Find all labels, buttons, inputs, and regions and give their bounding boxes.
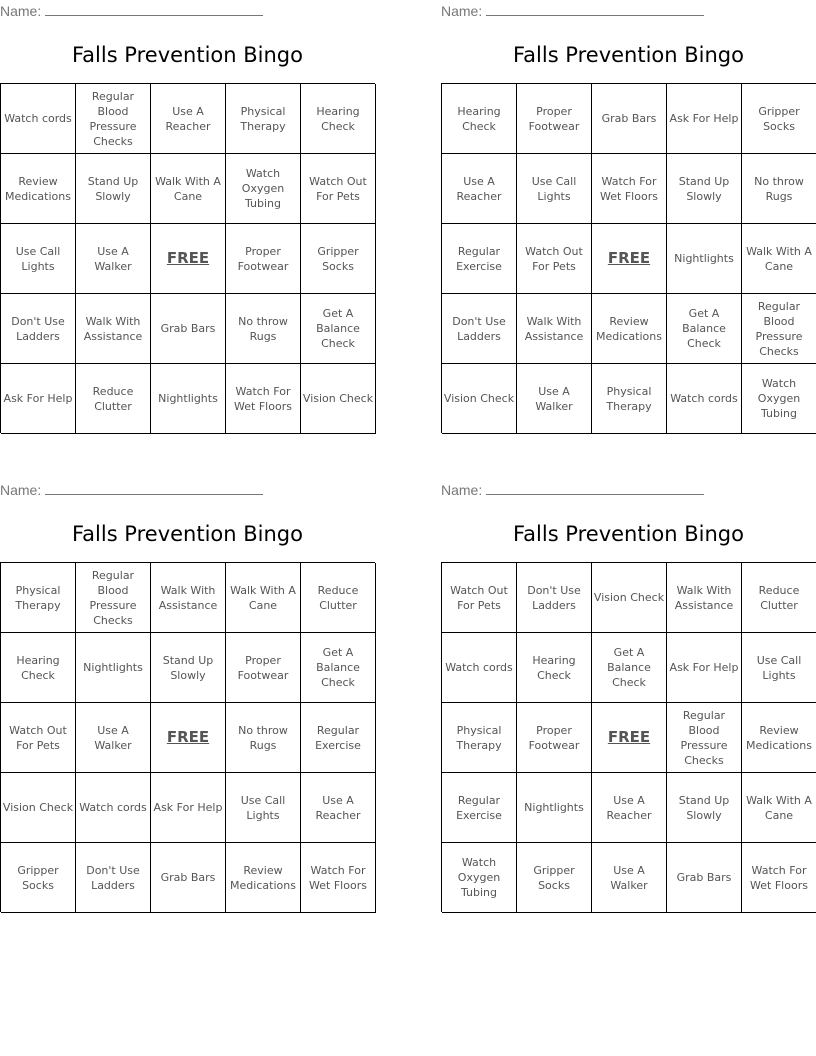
bingo-cell: Stand Up Slowly <box>151 633 226 703</box>
bingo-cell: Walk With A Cane <box>742 773 816 843</box>
bingo-cell: Reduce Clutter <box>76 364 151 434</box>
bingo-cell: Grab Bars <box>667 843 742 913</box>
bingo-cell: Use A Reacher <box>301 773 376 843</box>
bingo-cell: Watch For Wet Floors <box>742 843 816 913</box>
bingo-cell: Proper Footwear <box>226 633 301 703</box>
bingo-cell: Proper Footwear <box>226 224 301 294</box>
bingo-grid <box>0 83 375 433</box>
bingo-cell: Reduce Clutter <box>301 563 376 633</box>
bingo-cell: Watch cords <box>76 773 151 843</box>
bingo-cell: Hearing Check <box>442 84 517 154</box>
bingo-cell: Stand Up Slowly <box>76 154 151 224</box>
bingo-cell: Review Medications <box>226 843 301 913</box>
card-title: Falls Prevention Bingo <box>513 522 744 546</box>
bingo-cell: No throw Rugs <box>226 703 301 773</box>
bingo-cell: Proper Footwear <box>517 703 592 773</box>
bingo-cell: Hearing Check <box>517 633 592 703</box>
card-title: Falls Prevention Bingo <box>513 43 744 67</box>
bingo-grid <box>441 83 816 433</box>
bingo-cell: Nightlights <box>151 364 226 434</box>
bingo-grid <box>441 562 816 912</box>
bingo-card-4 <box>441 479 816 919</box>
bingo-cell: Use Call Lights <box>226 773 301 843</box>
bingo-cell: Regular Blood Pressure Checks <box>76 84 151 154</box>
bingo-cell: Walk With Assistance <box>76 294 151 364</box>
bingo-card-3 <box>0 479 375 919</box>
bingo-cell: Use A Walker <box>76 224 151 294</box>
card-title: Falls Prevention Bingo <box>72 43 303 67</box>
free-space: FREE <box>151 703 226 773</box>
bingo-cell: Use A Walker <box>592 843 667 913</box>
bingo-cell: Watch cords <box>442 633 517 703</box>
name-label: Name: <box>441 482 483 498</box>
bingo-cell: Ask For Help <box>667 84 742 154</box>
name-label: Name: <box>0 482 42 498</box>
bingo-cell: Watch Out For Pets <box>1 703 76 773</box>
bingo-cell: Physical Therapy <box>1 563 76 633</box>
bingo-cell: Walk With Assistance <box>667 563 742 633</box>
bingo-cell: Ask For Help <box>151 773 226 843</box>
name-blank <box>45 481 263 495</box>
bingo-cell: Get A Balance Check <box>592 633 667 703</box>
bingo-cell: Use A Reacher <box>592 773 667 843</box>
bingo-cell: Watch cords <box>1 84 76 154</box>
name-line <box>0 2 375 20</box>
bingo-cell: Don't Use Ladders <box>517 563 592 633</box>
bingo-cell: Walk With A Cane <box>226 563 301 633</box>
name-label: Name: <box>0 3 42 19</box>
bingo-cell: Grab Bars <box>592 84 667 154</box>
name-blank <box>486 2 704 16</box>
card-title: Falls Prevention Bingo <box>72 522 303 546</box>
bingo-cell: Get A Balance Check <box>301 294 376 364</box>
bingo-cell: Regular Blood Pressure Checks <box>742 294 816 364</box>
bingo-cell: Watch Oxygen Tubing <box>742 364 816 434</box>
bingo-cell: Physical Therapy <box>592 364 667 434</box>
bingo-cell: Vision Check <box>442 364 517 434</box>
bingo-cell: Hearing Check <box>301 84 376 154</box>
bingo-cell: Hearing Check <box>1 633 76 703</box>
bingo-cell: Reduce Clutter <box>742 563 816 633</box>
bingo-cell: Vision Check <box>1 773 76 843</box>
bingo-cell: Nightlights <box>517 773 592 843</box>
bingo-cell: Use A Walker <box>76 703 151 773</box>
bingo-cell: Regular Exercise <box>442 224 517 294</box>
bingo-cell: Vision Check <box>592 563 667 633</box>
bingo-cell: Regular Exercise <box>301 703 376 773</box>
bingo-cell: Walk With Assistance <box>151 563 226 633</box>
name-label: Name: <box>441 3 483 19</box>
bingo-cell: Review Medications <box>592 294 667 364</box>
bingo-cell: Stand Up Slowly <box>667 154 742 224</box>
name-line <box>441 481 816 499</box>
bingo-cell: Ask For Help <box>1 364 76 434</box>
bingo-cell: Regular Blood Pressure Checks <box>76 563 151 633</box>
bingo-cell: Nightlights <box>76 633 151 703</box>
bingo-cell: No throw Rugs <box>226 294 301 364</box>
name-line <box>0 481 375 499</box>
bingo-cell: Watch Oxygen Tubing <box>442 843 517 913</box>
free-space: FREE <box>592 703 667 773</box>
bingo-cell: Use Call Lights <box>1 224 76 294</box>
bingo-cell: Don't Use Ladders <box>1 294 76 364</box>
bingo-grid <box>0 562 375 912</box>
bingo-cell: Watch Out For Pets <box>442 563 517 633</box>
bingo-cell: Watch cords <box>667 364 742 434</box>
bingo-cell: Use A Reacher <box>442 154 517 224</box>
bingo-cell: Nightlights <box>667 224 742 294</box>
bingo-cell: Regular Exercise <box>442 773 517 843</box>
free-space: FREE <box>592 224 667 294</box>
bingo-cell: Use Call Lights <box>742 633 816 703</box>
bingo-cell: Watch Out For Pets <box>301 154 376 224</box>
name-blank <box>486 481 704 495</box>
bingo-cell: Review Medications <box>742 703 816 773</box>
bingo-cell: Proper Footwear <box>517 84 592 154</box>
bingo-cell: Vision Check <box>301 364 376 434</box>
bingo-cell: Physical Therapy <box>226 84 301 154</box>
bingo-cell: Regular Blood Pressure Checks <box>667 703 742 773</box>
bingo-card-2 <box>441 0 816 440</box>
bingo-cell: No throw Rugs <box>742 154 816 224</box>
bingo-cell: Get A Balance Check <box>301 633 376 703</box>
bingo-cell: Don't Use Ladders <box>76 843 151 913</box>
bingo-cell: Use A Reacher <box>151 84 226 154</box>
bingo-cell: Use Call Lights <box>517 154 592 224</box>
bingo-cell: Walk With A Cane <box>742 224 816 294</box>
bingo-cell: Gripper Socks <box>517 843 592 913</box>
bingo-cell: Use A Walker <box>517 364 592 434</box>
bingo-cell: Ask For Help <box>667 633 742 703</box>
bingo-cell: Watch Out For Pets <box>517 224 592 294</box>
bingo-cell: Watch For Wet Floors <box>226 364 301 434</box>
bingo-cell: Gripper Socks <box>1 843 76 913</box>
bingo-card-1 <box>0 0 375 440</box>
bingo-cell: Watch For Wet Floors <box>592 154 667 224</box>
bingo-cell: Walk With Assistance <box>517 294 592 364</box>
bingo-cell: Gripper Socks <box>742 84 816 154</box>
bingo-cell: Physical Therapy <box>442 703 517 773</box>
bingo-cell: Stand Up Slowly <box>667 773 742 843</box>
bingo-cell: Walk With A Cane <box>151 154 226 224</box>
free-space: FREE <box>151 224 226 294</box>
name-line <box>441 2 816 20</box>
bingo-cell: Grab Bars <box>151 843 226 913</box>
bingo-cell: Get A Balance Check <box>667 294 742 364</box>
bingo-cell: Gripper Socks <box>301 224 376 294</box>
bingo-cell: Watch Oxygen Tubing <box>226 154 301 224</box>
name-blank <box>45 2 263 16</box>
bingo-cell: Don't Use Ladders <box>442 294 517 364</box>
bingo-cell: Grab Bars <box>151 294 226 364</box>
bingo-cell: Watch For Wet Floors <box>301 843 376 913</box>
bingo-cell: Review Medications <box>1 154 76 224</box>
